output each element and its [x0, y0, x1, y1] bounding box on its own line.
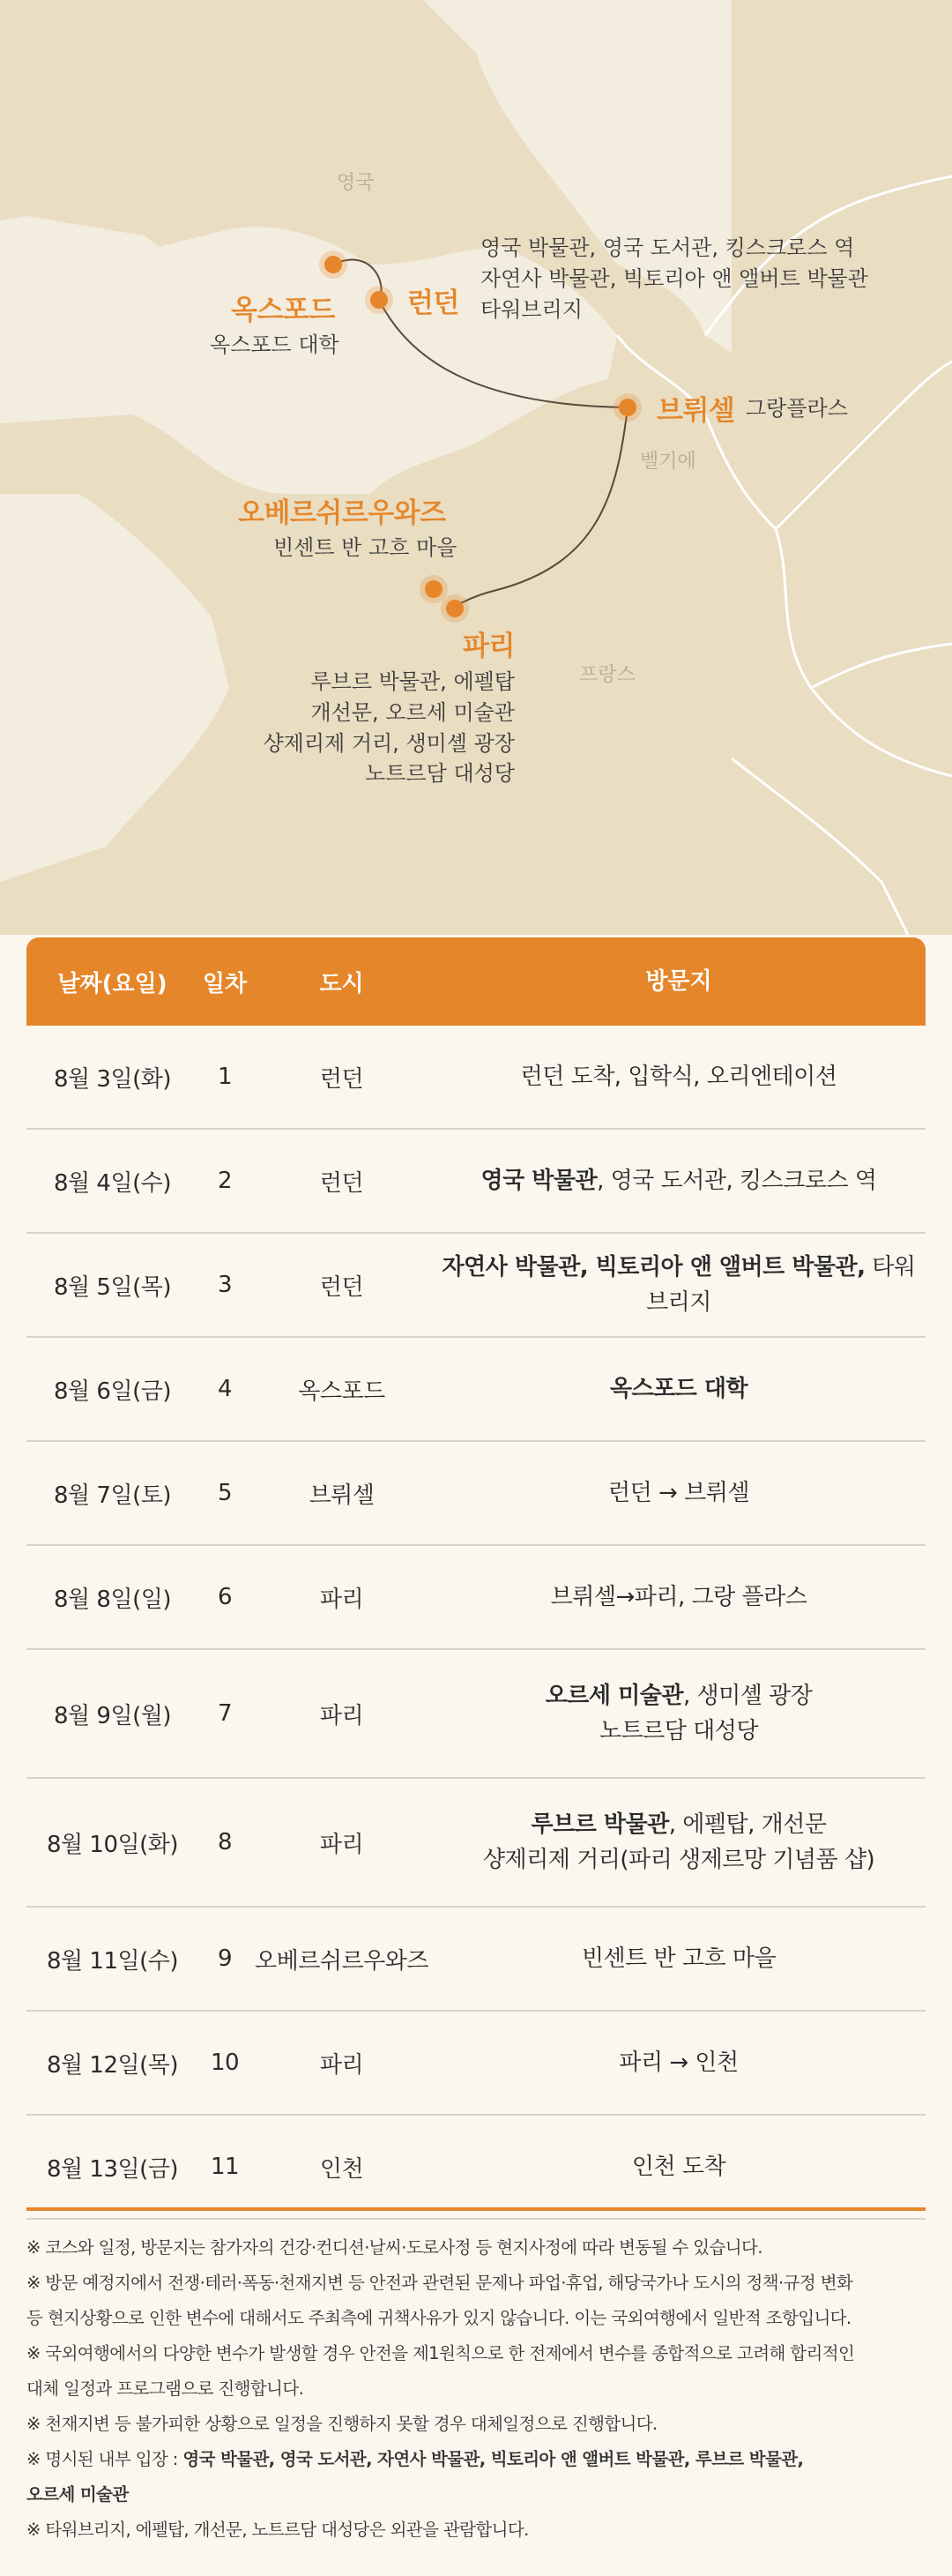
place-item: 빈센트 반 고흐 마을	[273, 535, 457, 560]
oxford-marker	[324, 256, 342, 273]
visit-text: 파리 → 인천	[619, 2049, 739, 2076]
cell-day: 1	[217, 1064, 233, 1090]
city-label-auvers: 오베르쉬르우와즈	[238, 497, 446, 529]
table-row	[26, 1908, 926, 2012]
cell-visit	[432, 1250, 926, 1321]
visit-line	[432, 2045, 926, 2080]
cell-visit	[432, 2045, 926, 2080]
visit-line	[432, 1059, 926, 1094]
cell-day: 8	[217, 1829, 233, 1855]
london-marker	[370, 291, 388, 309]
header-city: 도시	[319, 970, 364, 997]
table-row	[26, 1442, 926, 1546]
note-text: ※ 명시된 내부 입장 :	[26, 2449, 183, 2469]
place-list-paris	[263, 667, 515, 789]
cell-visit	[432, 1163, 926, 1198]
land-uk	[79, 0, 514, 265]
cell-date: 8월 8일(일)	[54, 1586, 171, 1613]
cell-date: 8월 9일(월)	[54, 1702, 171, 1729]
visit-line	[432, 1250, 926, 1321]
cell-day: 11	[210, 2154, 240, 2180]
cell-city: 런던	[319, 1065, 364, 1093]
visit-text: , 에펠탑, 개선문	[668, 1811, 827, 1838]
cell-city: 파리	[319, 1702, 364, 1729]
note-line	[26, 2513, 926, 2548]
notes-section	[26, 2207, 926, 2548]
city-label-oxford: 옥스포드	[231, 295, 335, 326]
cell-city: 파리	[319, 1586, 364, 1613]
place-item: 자연사 박물관, 빅토리아 앤 앨버트 박물관	[480, 265, 868, 291]
place-list-oxford	[210, 330, 339, 361]
visit-text: 런던 → 브뤼셀	[608, 1479, 749, 1506]
table-row	[26, 1338, 926, 1442]
route-map	[0, 0, 952, 935]
table-row	[26, 2116, 926, 2220]
note-line	[26, 2407, 926, 2442]
city-label-paris: 파리	[463, 631, 515, 662]
cell-visit	[432, 1941, 926, 1976]
cell-city: 런던	[319, 1169, 364, 1197]
visit-text: 인천 도착	[631, 2153, 726, 2180]
table-body	[26, 1026, 926, 2220]
visit-text: 타워브리지	[646, 1253, 916, 1316]
border-be-de	[776, 362, 952, 529]
visit-text: 샹제리제 거리(파리 생제르망 기념품 샵)	[482, 1847, 875, 1873]
note-text: ※ 코스와 일정, 방문지는 참가자의 건강·컨디션·날씨·도로사정 등 현지사정에 따라 변동될 수 있습니다.	[26, 2237, 762, 2258]
place-item: 옥스포드 대학	[210, 332, 339, 357]
visit-line	[432, 1371, 926, 1407]
cell-visit	[432, 2149, 926, 2184]
note-text: 오르세 미술관	[26, 2484, 129, 2505]
paris-marker	[446, 600, 464, 617]
border-de-fr	[811, 644, 952, 688]
header-visit: 방문지	[645, 967, 712, 995]
visit-text: 오르세 미술관	[545, 1682, 683, 1709]
cell-visit	[432, 1475, 926, 1511]
cell-date: 8월 3일(화)	[54, 1065, 171, 1093]
note-line	[26, 2442, 926, 2477]
cell-city: 파리	[319, 1831, 364, 1858]
cell-visit	[432, 1678, 926, 1750]
cell-visit	[432, 1579, 926, 1615]
map-background	[0, 0, 952, 935]
cell-date: 8월 4일(수)	[54, 1169, 171, 1197]
visit-line	[432, 1807, 926, 1842]
table-row	[26, 1130, 926, 1234]
note-text: 영국 박물관, 영국 도서관, 자연사 박물관, 빅토리아 앤 앨버트 박물관, 루브르 박물관,	[182, 2449, 804, 2469]
note-line	[26, 2336, 926, 2371]
place-list-brussels	[746, 393, 848, 424]
place-item: 그랑플라스	[746, 396, 848, 421]
note-text: 등 현지상황으로 인한 변수에 대해서도 주최측에 귀책사유가 있지 않습니다. 이는 국외여행에서 일반적 조항입니다.	[26, 2308, 852, 2328]
cell-city: 브뤼셀	[309, 1482, 375, 1509]
table-row	[26, 1234, 926, 1338]
note-text: ※ 국외여행에서의 다양한 변수가 발생할 경우 안전을 제1원칙으로 한 전제에서 변수를 종합적으로 고려해 합리적인	[26, 2343, 855, 2363]
cell-day: 9	[217, 1945, 233, 1972]
visit-text: 브뤼셀→파리, 그랑 플라스	[550, 1583, 807, 1610]
visit-text: 노트르담 대성당	[599, 1718, 759, 1744]
table-row	[26, 1779, 926, 1908]
note-text: ※ 타워브리지, 에펠탑, 개선문, 노트르담 대성당은 외관을 관람합니다.	[26, 2520, 529, 2540]
cell-visit	[432, 1371, 926, 1407]
note-line	[26, 2371, 926, 2407]
cell-day: 4	[217, 1376, 233, 1402]
cell-date: 8월 13일(금)	[46, 2155, 179, 2183]
place-item: 영국 박물관, 영국 도서관, 킹스크로스 역	[480, 235, 855, 260]
biscay-sea	[0, 494, 229, 882]
visit-line	[432, 1475, 926, 1511]
city-label-london: 런던	[407, 287, 459, 319]
header-date: 날짜(요일)	[57, 970, 167, 997]
cell-date: 8월 5일(목)	[54, 1273, 171, 1301]
note-text: ※ 방문 예정지에서 전쟁·테러·폭동·천재지변 등 안전과 관련된 문제나 파업·휴업, 해당국가나 도시의 정책·규정 변화	[26, 2273, 853, 2293]
cell-day: 10	[210, 2050, 240, 2076]
visit-line	[432, 1941, 926, 1976]
table-row	[26, 2012, 926, 2116]
cell-visit	[432, 1059, 926, 1094]
cell-date: 8월 12일(목)	[46, 2051, 179, 2079]
visit-text: 루브르 박물관	[531, 1811, 669, 1838]
visit-text: 런던 도착, 입학식, 오리엔테이션	[520, 1063, 837, 1090]
place-item: 노트르담 대성당	[365, 761, 515, 787]
country-label-uk: 영국	[337, 172, 375, 194]
visit-line	[432, 1842, 926, 1878]
cell-date: 8월 7일(토)	[54, 1482, 171, 1509]
cell-date: 8월 10일(화)	[46, 1831, 179, 1858]
place-item: 개선문, 오르세 미술관	[310, 699, 515, 725]
cell-city: 파리	[319, 2051, 364, 2079]
visit-text: 빈센트 반 고흐 마을	[581, 1945, 777, 1972]
visit-line	[432, 1714, 926, 1749]
table-row	[26, 1650, 926, 1779]
header-day: 일차	[202, 970, 248, 997]
cell-city: 옥스포드	[298, 1378, 385, 1405]
visit-line	[432, 1579, 926, 1615]
cell-visit	[432, 1807, 926, 1878]
cell-city: 인천	[319, 2155, 364, 2183]
itinerary-table	[26, 937, 926, 2220]
visit-text: 옥스포드 대학	[609, 1375, 748, 1402]
cell-date: 8월 11일(수)	[46, 1947, 179, 1975]
brussels-marker	[619, 399, 636, 416]
visit-line	[432, 1678, 926, 1714]
country-label-belgium: 벨기에	[640, 451, 696, 473]
cell-day: 7	[217, 1700, 233, 1727]
visit-line	[432, 2149, 926, 2184]
cell-city: 오베르쉬르우와즈	[255, 1947, 428, 1975]
visit-text: 자연사 박물관, 빅토리아 앤 앨버트 박물관,	[442, 1253, 866, 1281]
note-text: ※ 천재지변 등 불가피한 상황으로 일정을 진행하지 못할 경우 대체일정으로 진행합니다.	[26, 2414, 658, 2434]
table-row	[26, 1026, 926, 1130]
cell-day: 5	[217, 1480, 233, 1506]
cell-day: 3	[217, 1272, 233, 1298]
border-fr-ch	[732, 758, 908, 935]
auvers-marker	[425, 580, 443, 598]
country-label-france: 프랑스	[579, 664, 636, 686]
place-item: 루브르 박물관, 에펠탑	[310, 669, 515, 694]
visit-text: , 생미셸 광장	[682, 1682, 813, 1709]
place-list-auvers	[273, 533, 457, 564]
place-item: 샹제리제 거리, 생미셸 광장	[263, 730, 515, 756]
note-line	[26, 2266, 926, 2301]
table-row	[26, 1546, 926, 1650]
place-list-london	[480, 233, 868, 325]
note-line	[26, 2230, 926, 2266]
visit-text: 영국 박물관	[480, 1167, 598, 1194]
note-line	[26, 2477, 926, 2513]
cell-date: 8월 6일(금)	[54, 1378, 171, 1405]
cell-city: 런던	[319, 1273, 364, 1301]
city-label-brussels: 브뤼셀	[657, 395, 735, 427]
table-header	[26, 937, 926, 1026]
visit-text: , 영국 도서관, 킹스크로스 역	[597, 1167, 877, 1194]
visit-line	[432, 1163, 926, 1198]
note-line	[26, 2301, 926, 2336]
place-item: 타워브리지	[480, 296, 583, 322]
note-text: 대체 일정과 프로그램으로 진행합니다.	[26, 2378, 304, 2399]
cell-day: 2	[217, 1168, 233, 1194]
cell-day: 6	[217, 1584, 233, 1610]
